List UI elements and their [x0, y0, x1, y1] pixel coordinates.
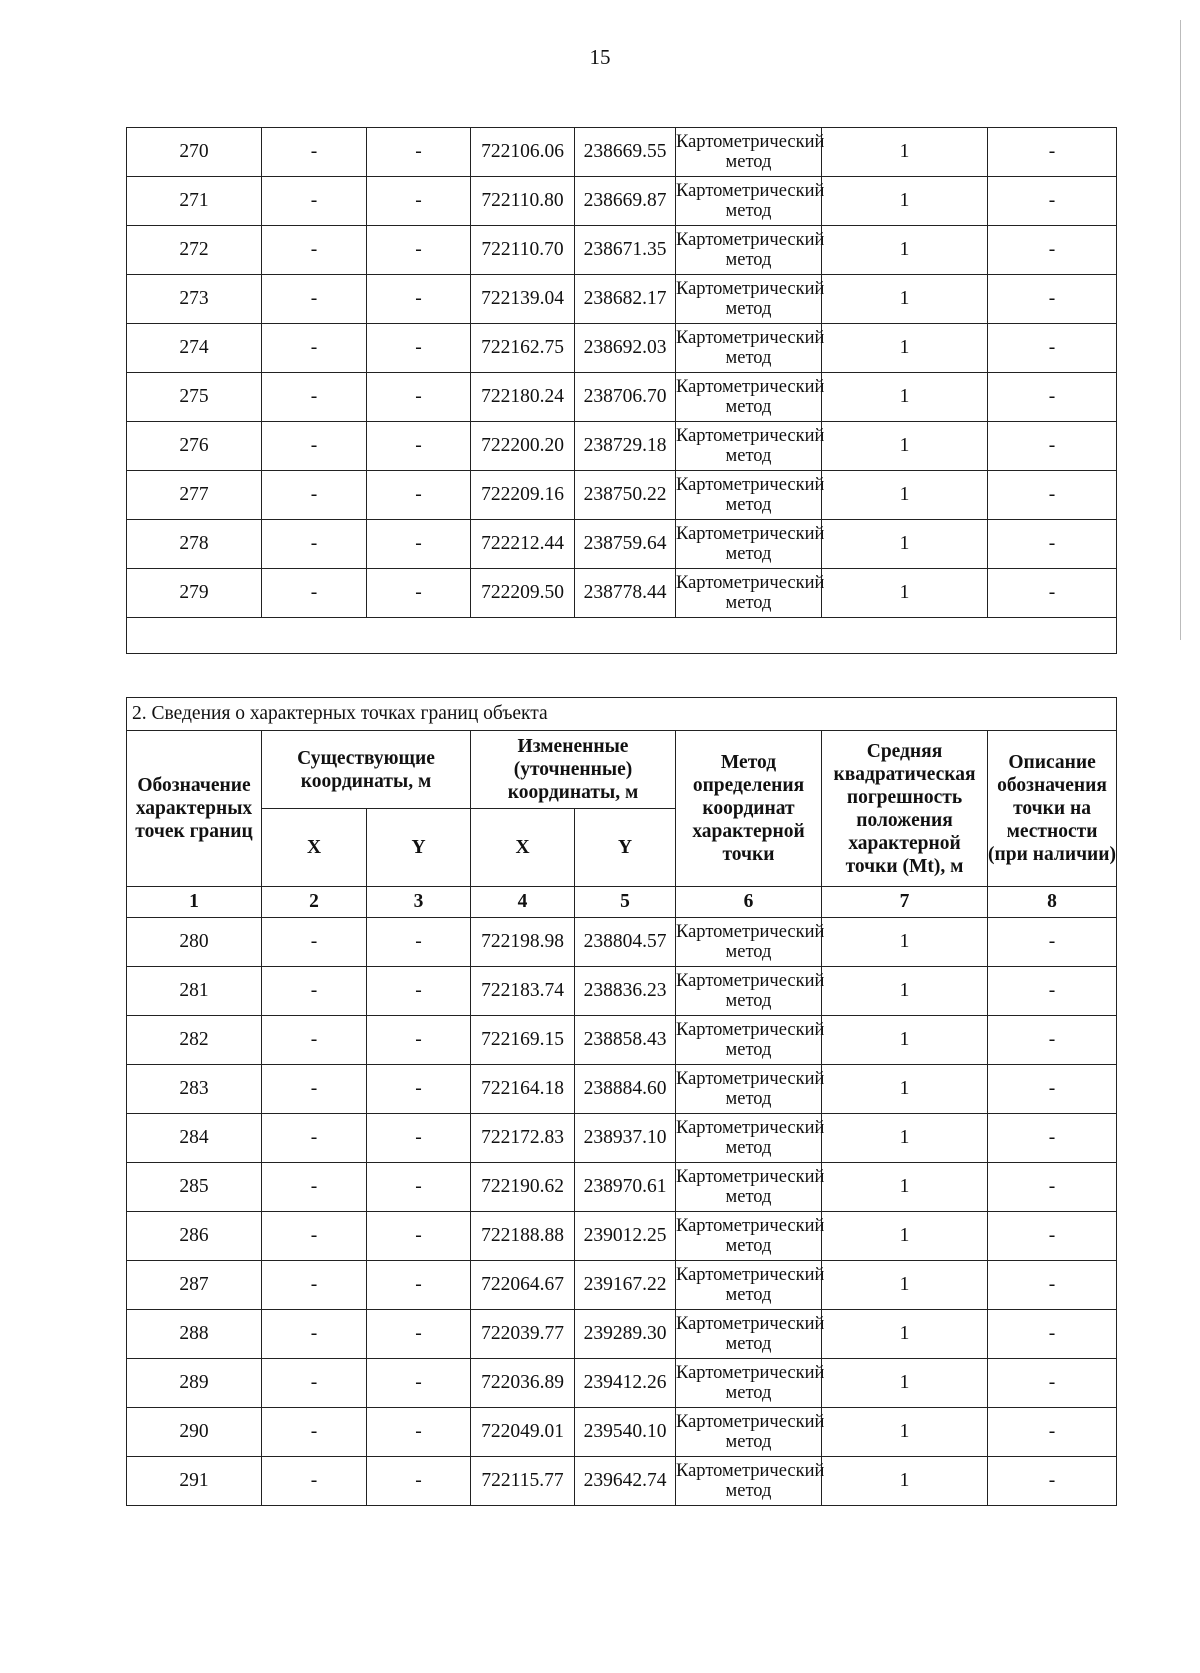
header-existing-y: Y — [367, 809, 471, 887]
description-cell: - — [988, 569, 1117, 618]
existing-y-cell: - — [367, 967, 471, 1016]
point-number-cell: 272 — [127, 226, 262, 275]
header-existing-coordinates: Существующие координаты, м — [262, 731, 471, 809]
x-coordinate-cell: 722200.20 — [471, 422, 575, 471]
error-cell: 1 — [822, 373, 988, 422]
y-coordinate-cell: 239540.10 — [575, 1408, 676, 1457]
method-cell: Картометрический метод — [676, 1408, 822, 1457]
description-cell: - — [988, 1163, 1117, 1212]
y-coordinate-cell: 239289.30 — [575, 1310, 676, 1359]
x-coordinate-cell: 722209.16 — [471, 471, 575, 520]
error-cell: 1 — [822, 569, 988, 618]
error-cell: 1 — [822, 1457, 988, 1506]
x-coordinate-cell: 722110.70 — [471, 226, 575, 275]
y-coordinate-cell: 238759.64 — [575, 520, 676, 569]
table-row — [127, 1457, 1117, 1506]
x-coordinate-cell: 722036.89 — [471, 1359, 575, 1408]
existing-x-cell: - — [262, 471, 367, 520]
existing-y-cell: - — [367, 1212, 471, 1261]
point-number-cell: 282 — [127, 1016, 262, 1065]
existing-x-cell: - — [262, 324, 367, 373]
header-description: Описание обозначения точки на местности (при наличии) — [988, 731, 1117, 887]
x-coordinate-cell: 722064.67 — [471, 1261, 575, 1310]
description-cell: - — [988, 226, 1117, 275]
y-coordinate-cell: 239412.26 — [575, 1359, 676, 1408]
point-number-cell: 280 — [127, 918, 262, 967]
y-coordinate-cell: 238706.70 — [575, 373, 676, 422]
table-row — [127, 226, 1117, 275]
method-cell: Картометрический метод — [676, 373, 822, 422]
error-cell: 1 — [822, 128, 988, 177]
method-cell: Картометрический метод — [676, 471, 822, 520]
existing-x-cell: - — [262, 1212, 367, 1261]
existing-y-cell: - — [367, 275, 471, 324]
existing-x-cell: - — [262, 1457, 367, 1506]
description-cell: - — [988, 1408, 1117, 1457]
x-coordinate-cell: 722172.83 — [471, 1114, 575, 1163]
table-row — [127, 967, 1117, 1016]
x-coordinate-cell: 722164.18 — [471, 1065, 575, 1114]
existing-x-cell: - — [262, 569, 367, 618]
table-row — [127, 918, 1117, 967]
error-cell: 1 — [822, 1016, 988, 1065]
table-row — [127, 1114, 1117, 1163]
existing-x-cell: - — [262, 177, 367, 226]
method-cell: Картометрический метод — [676, 520, 822, 569]
existing-y-cell: - — [367, 177, 471, 226]
existing-y-cell: - — [367, 128, 471, 177]
existing-x-cell: - — [262, 918, 367, 967]
description-cell: - — [988, 520, 1117, 569]
point-number-cell: 273 — [127, 275, 262, 324]
point-number-cell: 278 — [127, 520, 262, 569]
existing-x-cell: - — [262, 422, 367, 471]
table-row — [127, 373, 1117, 422]
existing-x-cell: - — [262, 520, 367, 569]
method-cell: Картометрический метод — [676, 177, 822, 226]
x-coordinate-cell: 722212.44 — [471, 520, 575, 569]
y-coordinate-cell: 238884.60 — [575, 1065, 676, 1114]
y-coordinate-cell: 238671.35 — [575, 226, 676, 275]
method-cell: Картометрический метод — [676, 1212, 822, 1261]
scan-edge-line — [1180, 20, 1181, 640]
error-cell: 1 — [822, 1359, 988, 1408]
x-coordinate-cell: 722162.75 — [471, 324, 575, 373]
point-number-cell: 271 — [127, 177, 262, 226]
error-cell: 1 — [822, 967, 988, 1016]
existing-y-cell: - — [367, 569, 471, 618]
point-number-cell: 289 — [127, 1359, 262, 1408]
method-cell: Картометрический метод — [676, 1261, 822, 1310]
point-number-cell: 279 — [127, 569, 262, 618]
header-mean-square-error: Средняя квадратическая погрешность положения характерной точки (Mt), м — [822, 731, 988, 887]
table-row — [127, 520, 1117, 569]
existing-y-cell: - — [367, 1016, 471, 1065]
y-coordinate-cell: 239167.22 — [575, 1261, 676, 1310]
y-coordinate-cell: 238692.03 — [575, 324, 676, 373]
y-coordinate-cell: 238729.18 — [575, 422, 676, 471]
error-cell: 1 — [822, 918, 988, 967]
table-row — [127, 422, 1117, 471]
x-coordinate-cell: 722110.80 — [471, 177, 575, 226]
existing-y-cell: - — [367, 324, 471, 373]
header-changed-y: Y — [575, 809, 676, 887]
point-number-cell: 270 — [127, 128, 262, 177]
table-row — [127, 569, 1117, 618]
method-cell: Картометрический метод — [676, 1457, 822, 1506]
description-cell: - — [988, 1114, 1117, 1163]
error-cell: 1 — [822, 1163, 988, 1212]
boundary-points-table — [126, 697, 1117, 1506]
error-cell: 1 — [822, 177, 988, 226]
point-number-cell: 283 — [127, 1065, 262, 1114]
y-coordinate-cell: 238836.23 — [575, 967, 676, 1016]
method-cell: Картометрический метод — [676, 1114, 822, 1163]
existing-x-cell: - — [262, 1261, 367, 1310]
error-cell: 1 — [822, 1065, 988, 1114]
existing-y-cell: - — [367, 1065, 471, 1114]
existing-y-cell: - — [367, 422, 471, 471]
y-coordinate-cell: 238669.87 — [575, 177, 676, 226]
table-row — [127, 324, 1117, 373]
method-cell: Картометрический метод — [676, 226, 822, 275]
y-coordinate-cell: 239012.25 — [575, 1212, 676, 1261]
table-row — [127, 275, 1117, 324]
x-coordinate-cell: 722139.04 — [471, 275, 575, 324]
existing-x-cell: - — [262, 967, 367, 1016]
y-coordinate-cell: 238970.61 — [575, 1163, 676, 1212]
description-cell: - — [988, 1359, 1117, 1408]
header-changed-x: X — [471, 809, 575, 887]
table-row — [127, 1359, 1117, 1408]
method-cell: Картометрический метод — [676, 422, 822, 471]
description-cell: - — [988, 918, 1117, 967]
existing-y-cell: - — [367, 226, 471, 275]
table-caption: 2. Сведения о характерных точках границ объекта — [127, 698, 1117, 731]
point-number-cell: 286 — [127, 1212, 262, 1261]
point-number-cell: 275 — [127, 373, 262, 422]
existing-y-cell: - — [367, 1359, 471, 1408]
method-cell: Картометрический метод — [676, 1065, 822, 1114]
table-row — [127, 128, 1117, 177]
existing-x-cell: - — [262, 275, 367, 324]
point-number-cell: 290 — [127, 1408, 262, 1457]
table-row — [127, 1261, 1117, 1310]
existing-x-cell: - — [262, 1408, 367, 1457]
error-cell: 1 — [822, 1261, 988, 1310]
point-number-cell: 276 — [127, 422, 262, 471]
method-cell: Картометрический метод — [676, 1016, 822, 1065]
method-cell: Картометрический метод — [676, 1163, 822, 1212]
description-cell: - — [988, 128, 1117, 177]
header-method: Метод определения координат характерной точки — [676, 731, 822, 887]
column-number: 2 — [262, 887, 367, 918]
description-cell: - — [988, 1457, 1117, 1506]
y-coordinate-cell: 238804.57 — [575, 918, 676, 967]
existing-x-cell: - — [262, 1163, 367, 1212]
x-coordinate-cell: 722190.62 — [471, 1163, 575, 1212]
method-cell: Картометрический метод — [676, 1359, 822, 1408]
y-coordinate-cell: 238778.44 — [575, 569, 676, 618]
method-cell: Картометрический метод — [676, 128, 822, 177]
column-number: 1 — [127, 887, 262, 918]
x-coordinate-cell: 722039.77 — [471, 1310, 575, 1359]
column-number: 5 — [575, 887, 676, 918]
description-cell: - — [988, 422, 1117, 471]
existing-y-cell: - — [367, 1457, 471, 1506]
method-cell: Картометрический метод — [676, 967, 822, 1016]
existing-x-cell: - — [262, 373, 367, 422]
error-cell: 1 — [822, 324, 988, 373]
page-number: 15 — [589, 45, 611, 69]
table-row — [127, 1163, 1117, 1212]
y-coordinate-cell: 238858.43 — [575, 1016, 676, 1065]
x-coordinate-cell: 722106.06 — [471, 128, 575, 177]
existing-y-cell: - — [367, 1114, 471, 1163]
existing-x-cell: - — [262, 1065, 367, 1114]
x-coordinate-cell: 722209.50 — [471, 569, 575, 618]
existing-y-cell: - — [367, 918, 471, 967]
description-cell: - — [988, 1212, 1117, 1261]
header-changed-coordinates: Измененные (уточненные) координаты, м — [471, 731, 676, 809]
error-cell: 1 — [822, 1310, 988, 1359]
existing-x-cell: - — [262, 1359, 367, 1408]
point-number-cell: 277 — [127, 471, 262, 520]
point-number-cell: 287 — [127, 1261, 262, 1310]
y-coordinate-cell: 238750.22 — [575, 471, 676, 520]
table-row — [127, 1065, 1117, 1114]
method-cell: Картометрический метод — [676, 569, 822, 618]
x-coordinate-cell: 722115.77 — [471, 1457, 575, 1506]
x-coordinate-cell: 722180.24 — [471, 373, 575, 422]
x-coordinate-cell: 722183.74 — [471, 967, 575, 1016]
description-cell: - — [988, 324, 1117, 373]
table-row — [127, 471, 1117, 520]
column-number: 6 — [676, 887, 822, 918]
error-cell: 1 — [822, 422, 988, 471]
description-cell: - — [988, 1065, 1117, 1114]
y-coordinate-cell: 238937.10 — [575, 1114, 676, 1163]
existing-x-cell: - — [262, 1016, 367, 1065]
existing-y-cell: - — [367, 1261, 471, 1310]
method-cell: Картометрический метод — [676, 1310, 822, 1359]
x-coordinate-cell: 722169.15 — [471, 1016, 575, 1065]
error-cell: 1 — [822, 275, 988, 324]
error-cell: 1 — [822, 1212, 988, 1261]
point-number-cell: 284 — [127, 1114, 262, 1163]
header-existing-x: X — [262, 809, 367, 887]
existing-y-cell: - — [367, 373, 471, 422]
empty-row — [127, 618, 1117, 654]
method-cell: Картометрический метод — [676, 324, 822, 373]
existing-y-cell: - — [367, 471, 471, 520]
existing-x-cell: - — [262, 1114, 367, 1163]
existing-y-cell: - — [367, 520, 471, 569]
y-coordinate-cell: 238669.55 — [575, 128, 676, 177]
table-row — [127, 1016, 1117, 1065]
description-cell: - — [988, 275, 1117, 324]
column-number: 7 — [822, 887, 988, 918]
error-cell: 1 — [822, 226, 988, 275]
table-row — [127, 177, 1117, 226]
x-coordinate-cell: 722198.98 — [471, 918, 575, 967]
point-number-cell: 291 — [127, 1457, 262, 1506]
existing-y-cell: - — [367, 1408, 471, 1457]
x-coordinate-cell: 722188.88 — [471, 1212, 575, 1261]
existing-x-cell: - — [262, 128, 367, 177]
existing-x-cell: - — [262, 1310, 367, 1359]
description-cell: - — [988, 471, 1117, 520]
table-row — [127, 1212, 1117, 1261]
existing-y-cell: - — [367, 1310, 471, 1359]
description-cell: - — [988, 1261, 1117, 1310]
y-coordinate-cell: 238682.17 — [575, 275, 676, 324]
y-coordinate-cell: 239642.74 — [575, 1457, 676, 1506]
boundary-points-table-continued — [126, 127, 1117, 654]
description-cell: - — [988, 373, 1117, 422]
description-cell: - — [988, 1310, 1117, 1359]
header-point-designation: Обозначение характерных точек границ — [127, 731, 262, 887]
error-cell: 1 — [822, 520, 988, 569]
existing-y-cell: - — [367, 1163, 471, 1212]
method-cell: Картометрический метод — [676, 275, 822, 324]
table-row — [127, 1310, 1117, 1359]
column-number: 4 — [471, 887, 575, 918]
error-cell: 1 — [822, 471, 988, 520]
point-number-cell: 285 — [127, 1163, 262, 1212]
table-row — [127, 1408, 1117, 1457]
description-cell: - — [988, 967, 1117, 1016]
error-cell: 1 — [822, 1114, 988, 1163]
point-number-cell: 281 — [127, 967, 262, 1016]
description-cell: - — [988, 1016, 1117, 1065]
existing-x-cell: - — [262, 226, 367, 275]
point-number-cell: 288 — [127, 1310, 262, 1359]
x-coordinate-cell: 722049.01 — [471, 1408, 575, 1457]
point-number-cell: 274 — [127, 324, 262, 373]
error-cell: 1 — [822, 1408, 988, 1457]
column-number: 8 — [988, 887, 1117, 918]
method-cell: Картометрический метод — [676, 918, 822, 967]
description-cell: - — [988, 177, 1117, 226]
empty-cell — [127, 618, 1117, 654]
column-number: 3 — [367, 887, 471, 918]
